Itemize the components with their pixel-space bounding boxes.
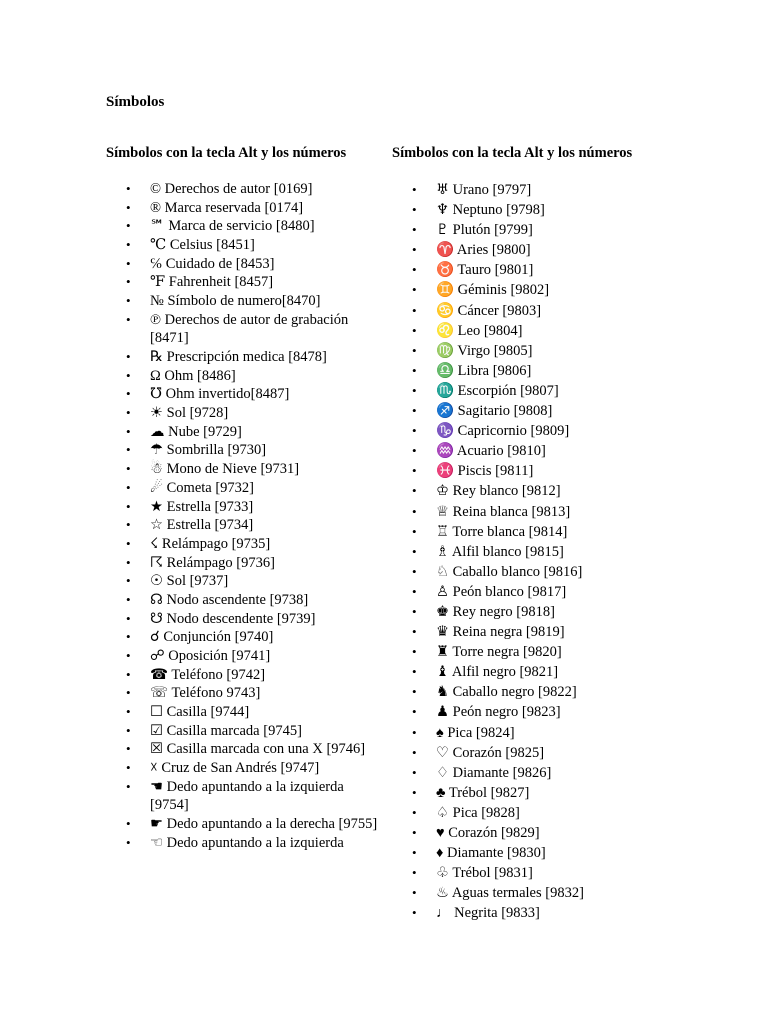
- symbol-list-item: [106, 759, 378, 778]
- bullet-icon: •: [126, 816, 131, 831]
- symbol-item-text: Ω Ohm [8486]: [150, 367, 236, 384]
- symbol-list-item: [392, 823, 692, 843]
- symbol-item-text: ♐ Sagitario [9808]: [436, 403, 553, 420]
- symbol-list-item: [392, 582, 692, 602]
- bullet-icon: •: [412, 583, 417, 599]
- bullet-icon: •: [412, 202, 417, 218]
- symbol-item-text: ♨ Aguas termales [9832]: [436, 885, 584, 902]
- symbol-item-text: ℞ Prescripción medica [8478]: [150, 349, 327, 365]
- right-column-heading: Símbolos con la tecla Alt y los números: [392, 145, 633, 161]
- symbol-list-item: [392, 280, 692, 300]
- symbol-list-item: [106, 834, 378, 853]
- symbol-item-text: ☂ Sombrilla [9730]: [150, 442, 267, 459]
- bullet-icon: •: [412, 302, 417, 318]
- symbol-item-text: ☓ Cruz de San Andrés [9747]: [150, 760, 320, 777]
- bullet-icon: •: [412, 543, 417, 559]
- symbol-list-item: [106, 460, 378, 479]
- symbol-list-item: [106, 385, 378, 404]
- symbol-list-item: [106, 367, 378, 386]
- right-symbol-list: [392, 180, 692, 923]
- bullet-icon: •: [126, 834, 131, 850]
- bullet-icon: •: [126, 629, 131, 645]
- symbol-item-text: ♎ Libra [9806]: [436, 362, 532, 379]
- symbol-list-item: [392, 381, 692, 401]
- symbol-list-item: [106, 292, 378, 311]
- bullet-icon: •: [412, 684, 417, 700]
- bullet-icon: •: [412, 563, 417, 579]
- symbol-list-item: [106, 311, 378, 348]
- symbol-list-item: [392, 502, 692, 522]
- symbol-list-item: [392, 743, 692, 763]
- symbol-item-text: ℉ Fahrenheit [8457]: [150, 274, 274, 291]
- bullet-icon: •: [126, 311, 131, 327]
- symbol-list-item: [392, 240, 692, 260]
- symbol-list-item: [392, 522, 692, 542]
- symbol-item-text: ☆ Estrella [9734]: [150, 517, 254, 534]
- symbol-item-text: ♓ Piscis [9811]: [436, 463, 534, 480]
- symbol-item-text: ♝ Alfil negro [9821]: [436, 664, 559, 681]
- symbol-list-item: [106, 591, 378, 610]
- symbol-list-item: [392, 783, 692, 803]
- symbol-item-text: ♑ Capricornio [9809]: [436, 423, 570, 440]
- bullet-icon: •: [126, 237, 131, 253]
- bullet-icon: •: [412, 784, 417, 800]
- symbol-list-item: [106, 535, 378, 554]
- bullet-icon: •: [126, 760, 131, 776]
- bullet-icon: •: [126, 367, 131, 383]
- symbol-item-text: ☛ Dedo apuntando a la derecha [9755]: [150, 816, 378, 832]
- bullet-icon: •: [126, 610, 131, 626]
- symbol-item-text: ℠ Marca de servicio [8480]: [150, 218, 315, 235]
- symbol-item-text: ♔ Rey blanco [9812]: [436, 483, 561, 500]
- bullet-icon: •: [412, 523, 417, 539]
- bullet-icon: •: [412, 825, 417, 840]
- bullet-icon: •: [126, 293, 131, 309]
- bullet-icon: •: [126, 386, 131, 402]
- symbol-item-text: ☄ Cometa [9732]: [150, 479, 255, 496]
- symbol-list-item: [392, 542, 692, 562]
- symbol-list-item: [106, 666, 378, 685]
- symbol-list-item: [106, 180, 378, 199]
- bullet-icon: •: [412, 483, 417, 499]
- symbol-item-text: ♥ Corazón [9829]: [436, 825, 540, 841]
- bullet-icon: •: [126, 573, 131, 589]
- symbol-list-item: [106, 628, 378, 647]
- symbol-list-item: [392, 220, 692, 240]
- left-symbol-list: [106, 180, 378, 852]
- symbol-list-item: [106, 516, 378, 535]
- bullet-icon: •: [412, 724, 417, 740]
- symbol-item-text: ® Marca reservada [0174]: [150, 199, 304, 216]
- bullet-icon: •: [412, 804, 417, 820]
- bullet-icon: •: [126, 591, 131, 607]
- bullet-icon: •: [126, 704, 131, 720]
- bullet-icon: •: [126, 255, 131, 271]
- symbol-list-item: [392, 361, 692, 381]
- symbol-list-item: [392, 401, 692, 421]
- symbol-item-text: ♉ Tauro [9801]: [436, 262, 534, 279]
- symbol-list-item: [392, 461, 692, 481]
- symbol-list-item: [106, 404, 378, 423]
- symbol-item-text: ☊ Nodo ascendente [9738]: [150, 591, 309, 608]
- symbol-list-item: [392, 803, 692, 823]
- bullet-icon: •: [412, 182, 417, 197]
- bullet-icon: •: [412, 282, 417, 298]
- symbol-item-text: ♗ Alfil blanco [9815]: [436, 543, 564, 560]
- bullet-icon: •: [126, 423, 131, 439]
- symbol-list-item: [392, 421, 692, 441]
- bullet-icon: •: [412, 704, 417, 720]
- bullet-icon: •: [412, 503, 417, 519]
- symbol-item-text: ♣ Trébol [9827]: [436, 784, 530, 801]
- bullet-icon: •: [126, 778, 131, 794]
- symbol-list-item: [106, 684, 378, 703]
- symbol-list-item: [106, 498, 378, 517]
- symbol-item-text: № Símbolo de numero[8470]: [150, 293, 321, 310]
- symbol-item-text: ℗ Derechos de autor de grabación [8471]: [150, 311, 349, 347]
- symbol-list-item: [106, 199, 378, 218]
- symbol-item-text: ♅ Urano [9797]: [436, 182, 532, 198]
- symbol-list-item: [392, 843, 692, 863]
- bullet-icon: •: [412, 644, 417, 660]
- bullet-icon: •: [412, 905, 417, 921]
- symbol-item-text: ☉ Sol [9737]: [150, 573, 229, 590]
- bullet-icon: •: [126, 199, 131, 215]
- symbol-item-text: ♙ Peón blanco [9817]: [436, 583, 567, 600]
- symbol-list-item: [106, 647, 378, 666]
- symbol-item-text: ♖ Torre blanca [9814]: [436, 523, 568, 540]
- bullet-icon: •: [126, 349, 131, 364]
- symbol-item-text: ☜ Dedo apuntando a la izquierda: [150, 834, 344, 851]
- symbol-item-text: ♡ Corazón [9825]: [436, 744, 545, 761]
- symbol-item-text: ♘ Caballo blanco [9816]: [436, 563, 583, 580]
- symbol-item-text: ♊ Géminis [9802]: [436, 282, 550, 299]
- symbol-item-text: ℃ Celsius [8451]: [150, 237, 255, 254]
- symbol-list-item: [106, 815, 378, 834]
- symbol-item-text: ☒ Casilla marcada con una X [9746]: [150, 741, 366, 758]
- symbol-list-item: [392, 341, 692, 361]
- bullet-icon: •: [412, 382, 417, 398]
- bullet-icon: •: [126, 722, 131, 738]
- symbol-list-item: [106, 273, 378, 292]
- symbol-list-item: [392, 763, 692, 783]
- symbol-item-text: ℧ Ohm invertido[8487]: [150, 386, 290, 403]
- symbol-list-item: [392, 321, 692, 341]
- bullet-icon: •: [126, 442, 131, 458]
- bullet-icon: •: [126, 741, 131, 757]
- symbol-list-item: [392, 260, 692, 280]
- symbol-list-item: [106, 703, 378, 722]
- symbol-item-text: ☚ Dedo apuntando a la izquierda [9754]: [150, 778, 344, 814]
- bullet-icon: •: [412, 362, 417, 378]
- symbol-item-text: ♈ Aries [9800]: [436, 242, 531, 259]
- symbol-list-item: [392, 642, 692, 662]
- symbol-list-item: [392, 682, 692, 702]
- symbol-item-text: ♌ Leo [9804]: [436, 322, 523, 339]
- symbol-list-item: [392, 441, 692, 461]
- symbol-list-item: [392, 200, 692, 220]
- bullet-icon: •: [126, 535, 131, 551]
- symbol-list-item: [392, 702, 692, 722]
- symbol-item-text: ☀ Sol [9728]: [150, 405, 229, 422]
- bullet-icon: •: [126, 648, 131, 663]
- symbol-list-item: [106, 423, 378, 442]
- bullet-icon: •: [126, 274, 131, 290]
- symbol-item-text: ♚ Rey negro [9818]: [436, 603, 555, 620]
- symbol-list-item: [392, 481, 692, 501]
- symbol-list-item: [392, 863, 692, 883]
- symbol-list-item: [106, 236, 378, 255]
- bullet-icon: •: [126, 666, 131, 682]
- symbol-list-item: [392, 903, 692, 923]
- symbol-item-text: ♕ Reina blanca [9813]: [436, 503, 571, 520]
- symbol-item-text: ☏ Teléfono 9743]: [150, 685, 261, 702]
- symbol-item-text: ♆ Neptuno [9798]: [436, 202, 545, 219]
- left-column: [106, 144, 378, 852]
- symbol-item-text: ☍ Oposición [9741]: [150, 648, 271, 664]
- bullet-icon: •: [126, 461, 131, 477]
- symbol-item-text: ♇ Plutón [9799]: [436, 222, 533, 239]
- symbol-item-text: ♤ Pica [9828]: [436, 804, 520, 821]
- bullet-icon: •: [412, 403, 417, 419]
- bullet-icon: •: [412, 443, 417, 459]
- symbol-list-item: [392, 662, 692, 682]
- symbol-list-item: [106, 722, 378, 741]
- symbol-item-text: ☌ Conjunción [9740]: [150, 629, 274, 646]
- symbol-list-item: [106, 778, 378, 815]
- symbol-item-text: ♩ Negrita [9833]: [436, 905, 540, 922]
- symbol-item-text: ☋ Nodo descendente [9739]: [150, 610, 316, 627]
- symbol-item-text: ♜ Torre negra [9820]: [436, 644, 562, 661]
- symbol-list-item: [106, 441, 378, 460]
- symbol-list-item: [106, 255, 378, 274]
- symbol-list-item: [106, 479, 378, 498]
- page-title: Símbolos: [106, 94, 165, 110]
- bullet-icon: •: [126, 405, 131, 421]
- bullet-icon: •: [412, 342, 417, 358]
- symbol-item-text: ♛ Reina negra [9819]: [436, 624, 565, 641]
- bullet-icon: •: [412, 624, 417, 640]
- symbol-list-item: [392, 301, 692, 321]
- bullet-icon: •: [126, 517, 131, 533]
- bullet-icon: •: [412, 222, 417, 238]
- symbol-item-text: ♟ Peón negro [9823]: [436, 704, 561, 721]
- symbol-list-item: [106, 217, 378, 236]
- symbol-item-text: ★ Estrella [9733]: [150, 498, 254, 515]
- symbol-item-text: ☑ Casilla marcada [9745]: [150, 722, 302, 739]
- symbol-list-item: [392, 602, 692, 622]
- bullet-icon: •: [412, 262, 417, 278]
- symbol-item-text: ♢ Diamante [9826]: [436, 764, 552, 781]
- symbol-item-text: ♒ Acuario [9810]: [436, 443, 546, 460]
- symbol-list-item: [106, 348, 378, 367]
- bullet-icon: •: [412, 603, 417, 619]
- symbol-item-text: ☈ Relámpago [9736]: [150, 554, 275, 571]
- symbol-item-text: ♧ Trébol [9831]: [436, 865, 533, 882]
- symbol-list-item: [106, 572, 378, 591]
- bullet-icon: •: [412, 463, 417, 479]
- bullet-icon: •: [412, 744, 417, 760]
- symbol-item-text: ☁ Nube [9729]: [150, 423, 242, 440]
- symbol-list-item: [392, 562, 692, 582]
- bullet-icon: •: [412, 885, 417, 901]
- symbol-list-item: [106, 554, 378, 573]
- symbol-list-item: [392, 723, 692, 743]
- bullet-icon: •: [126, 218, 131, 234]
- symbol-item-text: ☇ Relámpago [9735]: [150, 535, 271, 552]
- symbol-list-item: [106, 740, 378, 759]
- bullet-icon: •: [126, 479, 131, 495]
- symbol-item-text: © Derechos de autor [0169]: [150, 181, 313, 197]
- symbol-item-text: ☐ Casilla [9744]: [150, 704, 250, 721]
- bullet-icon: •: [412, 322, 417, 338]
- bullet-icon: •: [412, 865, 417, 881]
- symbol-item-text: ☃ Mono de Nieve [9731]: [150, 461, 300, 478]
- bullet-icon: •: [412, 664, 417, 680]
- symbol-item-text: ☎ Teléfono [9742]: [150, 666, 266, 683]
- symbol-list-item: [392, 180, 692, 200]
- bullet-icon: •: [412, 764, 417, 780]
- symbol-item-text: ♠ Pica [9824]: [436, 724, 515, 741]
- symbol-list-item: [392, 622, 692, 642]
- symbol-item-text: ♦ Diamante [9830]: [436, 845, 546, 862]
- symbol-item-text: ♍ Virgo [9805]: [436, 342, 533, 359]
- right-column: [392, 144, 692, 923]
- symbol-list-item: [392, 883, 692, 903]
- bullet-icon: •: [126, 181, 131, 196]
- symbol-item-text: ℅ Cuidado de [8453]: [150, 255, 275, 272]
- bullet-icon: •: [412, 423, 417, 439]
- symbol-item-text: ♞ Caballo negro [9822]: [436, 684, 577, 701]
- bullet-icon: •: [412, 845, 417, 861]
- symbol-item-text: ♋ Cáncer [9803]: [436, 302, 542, 319]
- bullet-icon: •: [126, 554, 131, 570]
- bullet-icon: •: [126, 498, 131, 514]
- bullet-icon: •: [126, 685, 131, 701]
- symbol-item-text: ♏ Escorpión [9807]: [436, 382, 559, 399]
- bullet-icon: •: [412, 242, 417, 258]
- symbol-list-item: [106, 610, 378, 629]
- left-column-heading: Símbolos con la tecla Alt y los números: [106, 145, 347, 161]
